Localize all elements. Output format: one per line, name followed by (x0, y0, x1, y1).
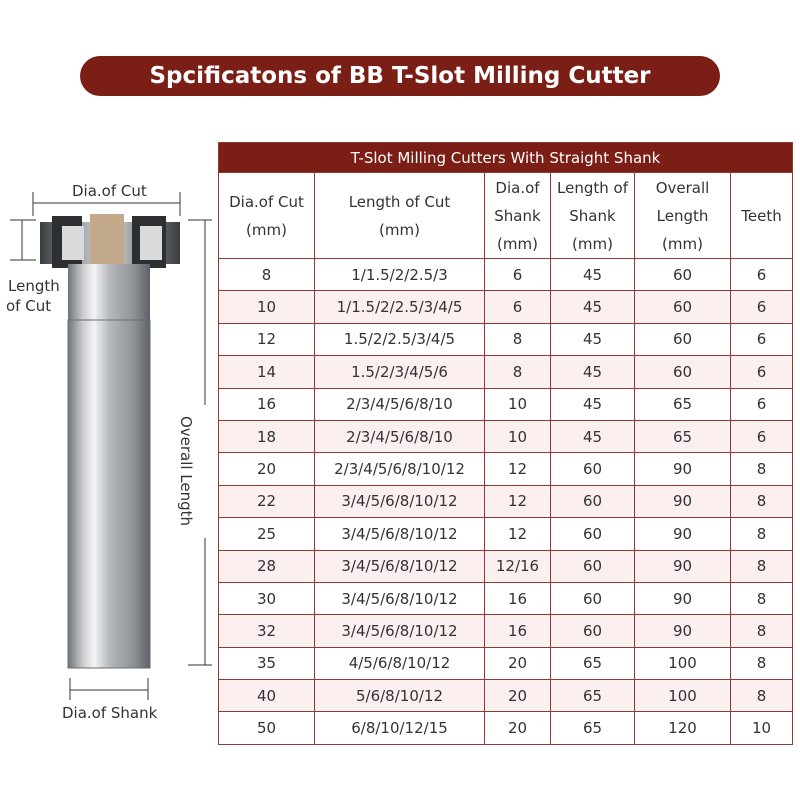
table-row (219, 259, 793, 291)
length-of-cut-cell: 3/4/5/6/8/10/12 (315, 518, 485, 550)
length-of-cut-cell: 1.5/2/3/4/5/6 (315, 356, 485, 388)
length-of-cut-cell: 3/4/5/6/8/10/12 (315, 485, 485, 517)
overall-length-cell: 90 (635, 582, 731, 614)
column-header-overall-length: Overall Length (mm) (635, 173, 731, 259)
length-of-cut-cell: 3/4/5/6/8/10/12 (315, 615, 485, 647)
table-row (219, 485, 793, 517)
length-of-cut-cell: 2/3/4/5/6/8/10 (315, 388, 485, 420)
length-of-cut-cell: 2/3/4/5/6/8/10/12 (315, 453, 485, 485)
length-of-shank-cell: 60 (551, 518, 635, 550)
dia-of-shank-cell: 8 (485, 356, 551, 388)
dia-of-cut-cell: 12 (219, 323, 315, 355)
length-of-cut-cell: 3/4/5/6/8/10/12 (315, 582, 485, 614)
table-row (219, 680, 793, 712)
dia-of-cut-cell: 16 (219, 388, 315, 420)
teeth-cell: 8 (731, 647, 793, 679)
teeth-cell: 6 (731, 259, 793, 291)
teeth-cell: 8 (731, 485, 793, 517)
table-row (219, 323, 793, 355)
overall-length-cell: 60 (635, 291, 731, 323)
teeth-cell: 6 (731, 356, 793, 388)
page-title-banner: Spcificatons of BB T-Slot Milling Cutter (80, 56, 720, 96)
column-header-dia-of-cut: Dia.of Cut (mm) (219, 173, 315, 259)
length-of-cut-cell: 4/5/6/8/10/12 (315, 647, 485, 679)
length-of-shank-cell: 60 (551, 453, 635, 485)
length-of-cut-cell: 5/6/8/10/12 (315, 680, 485, 712)
dia-of-cut-cell: 50 (219, 712, 315, 744)
overall-length-cell: 90 (635, 485, 731, 517)
table-row (219, 518, 793, 550)
dia-of-shank-cell: 20 (485, 680, 551, 712)
dia-of-cut-cell: 10 (219, 291, 315, 323)
teeth-cell: 8 (731, 453, 793, 485)
dia-of-shank-cell: 12 (485, 453, 551, 485)
length-of-shank-cell: 45 (551, 388, 635, 420)
teeth-cell: 8 (731, 518, 793, 550)
column-header-dia-of-shank: Dia.of Shank (mm) (485, 173, 551, 259)
length-of-cut-cell: 2/3/4/5/6/8/10 (315, 420, 485, 452)
column-header-length-of-cut: Length of Cut (mm) (315, 173, 485, 259)
teeth-cell: 8 (731, 550, 793, 582)
length-of-shank-cell: 60 (551, 550, 635, 582)
table-row (219, 647, 793, 679)
teeth-cell: 6 (731, 388, 793, 420)
table-body (219, 259, 793, 745)
length-of-shank-cell: 65 (551, 712, 635, 744)
overall-length-cell: 60 (635, 323, 731, 355)
table-title: T-Slot Milling Cutters With Straight Shank (219, 143, 793, 173)
dia-of-cut-cell: 40 (219, 680, 315, 712)
table-row (219, 582, 793, 614)
dia-of-cut-label: Dia.of Cut (72, 182, 147, 200)
teeth-cell: 8 (731, 615, 793, 647)
length-of-cut-cell: 1/1.5/2/2.5/3 (315, 259, 485, 291)
length-of-cut-cell: 1.5/2/2.5/3/4/5 (315, 323, 485, 355)
overall-length-label: Overall Length (177, 415, 195, 527)
teeth-cell: 6 (731, 291, 793, 323)
table-row (219, 453, 793, 485)
table-row (219, 356, 793, 388)
dia-of-cut-cell: 30 (219, 582, 315, 614)
teeth-cell: 6 (731, 323, 793, 355)
length-of-shank-cell: 45 (551, 356, 635, 388)
length-of-cut-cell: 6/8/10/12/15 (315, 712, 485, 744)
table-row (219, 615, 793, 647)
dia-of-shank-cell: 12 (485, 518, 551, 550)
dia-of-shank-cell: 12 (485, 485, 551, 517)
length-of-cut-cell: 3/4/5/6/8/10/12 (315, 550, 485, 582)
dia-of-shank-label: Dia.of Shank (62, 704, 158, 722)
teeth-cell: 8 (731, 582, 793, 614)
overall-length-cell: 60 (635, 356, 731, 388)
length-of-shank-cell: 65 (551, 647, 635, 679)
dia-of-shank-cell: 8 (485, 323, 551, 355)
overall-length-cell: 65 (635, 420, 731, 452)
table-row (219, 420, 793, 452)
teeth-cell: 8 (731, 680, 793, 712)
length-of-cut-label-line1: Length (8, 277, 60, 295)
column-header-teeth: Teeth (731, 173, 793, 259)
overall-length-cell: 65 (635, 388, 731, 420)
length-of-shank-cell: 60 (551, 485, 635, 517)
teeth-cell: 6 (731, 420, 793, 452)
dia-of-shank-cell: 6 (485, 291, 551, 323)
column-header-length-of-shank: Length of Shank (mm) (551, 173, 635, 259)
dia-of-cut-cell: 14 (219, 356, 315, 388)
dia-of-cut-cell: 8 (219, 259, 315, 291)
dia-of-cut-cell: 25 (219, 518, 315, 550)
overall-length-cell: 90 (635, 550, 731, 582)
length-of-cut-label-line2: of Cut (6, 297, 52, 315)
dia-of-cut-cell: 22 (219, 485, 315, 517)
dia-of-cut-cell: 35 (219, 647, 315, 679)
dia-of-cut-cell: 28 (219, 550, 315, 582)
overall-length-cell: 120 (635, 712, 731, 744)
dia-of-shank-cell: 20 (485, 712, 551, 744)
overall-length-cell: 60 (635, 259, 731, 291)
length-of-shank-cell: 45 (551, 291, 635, 323)
dia-of-cut-cell: 20 (219, 453, 315, 485)
table-row (219, 550, 793, 582)
dia-of-cut-cell: 32 (219, 615, 315, 647)
overall-length-cell: 100 (635, 647, 731, 679)
length-of-shank-cell: 45 (551, 259, 635, 291)
teeth-cell: 10 (731, 712, 793, 744)
dia-of-shank-cell: 16 (485, 582, 551, 614)
dia-of-shank-cell: 12/16 (485, 550, 551, 582)
length-of-shank-cell: 45 (551, 420, 635, 452)
length-of-shank-cell: 65 (551, 680, 635, 712)
dia-of-shank-cell: 6 (485, 259, 551, 291)
dia-of-shank-cell: 10 (485, 420, 551, 452)
dia-of-shank-cell: 16 (485, 615, 551, 647)
overall-length-cell: 100 (635, 680, 731, 712)
table-row (219, 712, 793, 744)
length-of-cut-cell: 1/1.5/2/2.5/3/4/5 (315, 291, 485, 323)
dia-of-cut-cell: 18 (219, 420, 315, 452)
length-of-shank-cell: 45 (551, 323, 635, 355)
table-row (219, 291, 793, 323)
overall-length-cell: 90 (635, 518, 731, 550)
table-row (219, 388, 793, 420)
overall-length-cell: 90 (635, 453, 731, 485)
cutter-diagram (0, 170, 215, 730)
overall-length-cell: 90 (635, 615, 731, 647)
length-of-shank-cell: 60 (551, 582, 635, 614)
dia-of-shank-cell: 10 (485, 388, 551, 420)
dia-of-shank-cell: 20 (485, 647, 551, 679)
spec-table (218, 142, 793, 745)
length-of-shank-cell: 60 (551, 615, 635, 647)
